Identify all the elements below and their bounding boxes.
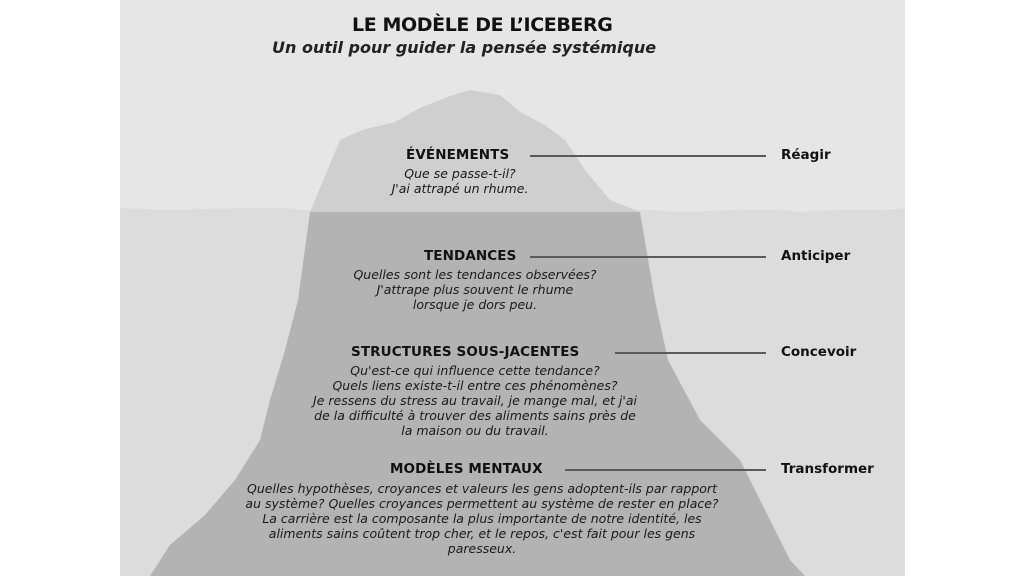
- desc-line: au système? Quelles croyances permettent au système de rester en place?: [245, 496, 719, 511]
- page-subtitle: Un outil pour guider la pensée systémique: [272, 38, 657, 57]
- level-title-modeles: MODÈLES MENTAUX: [390, 461, 543, 477]
- desc-line: Que se passe-t-il?: [404, 166, 516, 181]
- connector-evenements: [530, 155, 766, 157]
- desc-line: J'ai attrapé un rhume.: [391, 181, 529, 196]
- level-desc-tendances: [310, 267, 640, 312]
- level-desc-modeles: [212, 481, 752, 556]
- action-concevoir: Concevoir: [781, 344, 857, 360]
- action-anticiper: Anticiper: [781, 248, 851, 264]
- level-desc-evenements: [330, 166, 590, 196]
- desc-line: Qu'est-ce qui influence cette tendance?: [350, 363, 600, 378]
- action-transformer: Transformer: [781, 461, 874, 477]
- connector-modeles: [565, 469, 766, 471]
- desc-line: aliments sains coûtent trop cher, et le repos, c'est fait pour les gens: [268, 526, 696, 541]
- level-desc-structures: [280, 363, 670, 438]
- connector-tendances: [530, 256, 766, 258]
- level-title-structures: STRUCTURES SOUS-JACENTES: [351, 344, 580, 360]
- level-title-evenements: ÉVÉNEMENTS: [406, 147, 510, 163]
- desc-line: Quels liens existe-t-il entre ces phénomènes?: [332, 378, 618, 393]
- desc-line: J'attrape plus souvent le rhume: [376, 282, 574, 297]
- desc-line: Quelles hypothèses, croyances et valeurs les gens adoptent-ils par rapport: [247, 481, 717, 496]
- desc-line: Je ressens du stress au travail, je mange mal, et j'ai: [313, 393, 637, 408]
- desc-line: La carrière est la composante la plus importante de notre identité, les: [262, 511, 702, 526]
- action-reagir: Réagir: [781, 147, 831, 163]
- desc-line: paresseux.: [447, 541, 517, 556]
- desc-line: lorsque je dors peu.: [412, 297, 538, 312]
- desc-line: de la difficulté à trouver des aliments sains près de: [314, 408, 636, 423]
- page-title: LE MODÈLE DE L’ICEBERG: [352, 14, 613, 36]
- level-title-tendances: TENDANCES: [424, 248, 517, 264]
- desc-line: la maison ou du travail.: [401, 423, 549, 438]
- connector-structures: [615, 352, 766, 354]
- desc-line: Quelles sont les tendances observées?: [353, 267, 597, 282]
